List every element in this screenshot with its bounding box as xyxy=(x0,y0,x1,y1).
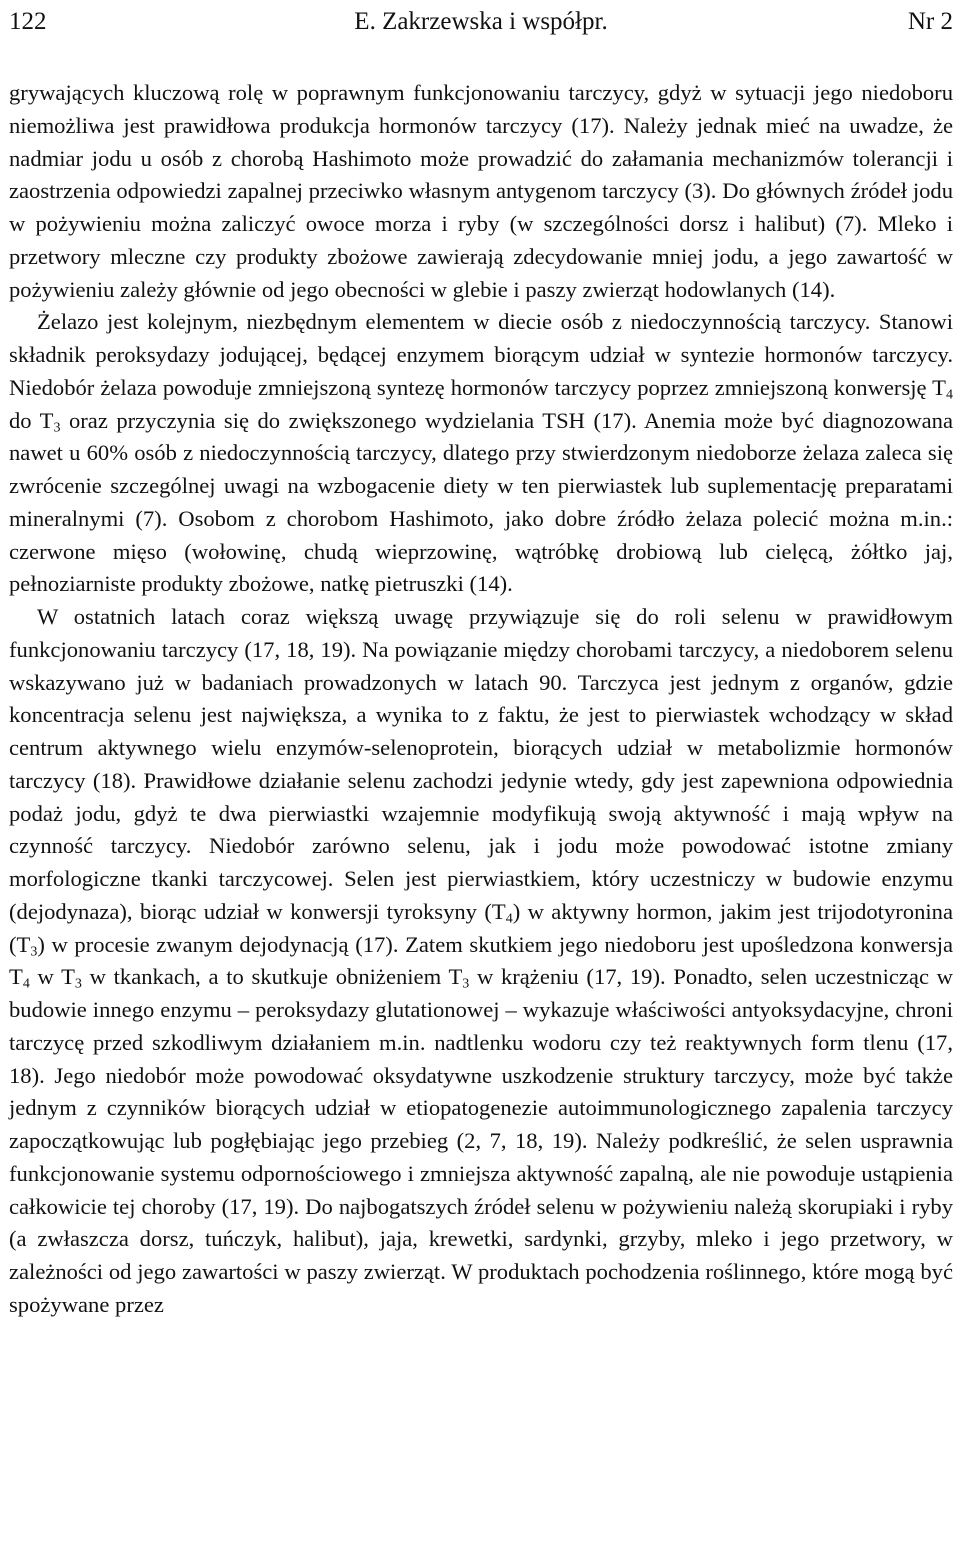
page-number: 122 xyxy=(9,8,47,35)
running-header xyxy=(9,0,953,44)
issue-number: Nr 2 xyxy=(907,8,953,35)
paragraph-iodine-continued: grywających kluczową rolę w poprawnym funkcjonowaniu tarczycy, gdyż w sytuacji jego niedoboru niemożliwa jest prawidłowa produkcja hormonów tarczycy (17). Należy jednak mieć na uwadze, że nadmiar jodu u osób z chorobą Hashimoto może prowadzić do załamania mechanizmów tolerancji i zaostrzenia odpowiedzi zapalnej przeciwko własnym antygenom tarczycy (3). Do głównych źródeł jodu w pożywieniu można zaliczyć owoce morza i ryby (w szczególności dorsz i halibut) (7). Mleko i przetwory mleczne czy produkty zbożowe zawierają zdecydowanie mniej jodu, a jego zawartość w pożywieniu zależy głównie od jego obecności w glebie i paszy zwierząt hodowlanych (14). xyxy=(9,80,953,302)
document-page xyxy=(9,0,953,1322)
paragraph-selenium: W ostatnich latach coraz większą uwagę przywiązuje się do roli selenu w prawidłowym funkcjonowaniu tarczycy (17, 18, 19). Na powiązanie między chorobami tarczycy, a niedoborem selenu wskazywano już w badaniach prowadzonych w latach 90. Tarczyca jest jednym z organów, gdzie koncentracja selenu jest największa, a wynika to z faktu, że jest to pierwiastek wchodzący w skład centrum aktywnego wielu enzymów-selenoprotein, biorących udział w metabolizmie hormonów tarczycy (18). Prawidłowe działanie selenu zachodzi jedynie wtedy, gdy jest zapewniona odpowiednia podaż jodu, gdyż te dwa pierwiastki wzajemnie modyfikują swoją aktywność i mają wpływ na czynność tarczycy. Niedobór zarówno selenu, jak i jodu może powodować istotne zmiany morfologiczne tkanki tarczycowej. Selen jest pierwiastkiem, który uczestniczy w budowie enzymu (dejodynaza), biorąc udział w konwersji tyroksyny $(T_4)$ w aktywny hormon, jakim jest trijodotyronina $(T_3)$ w procesie zwanym dejodynacją (17). Zatem skutkiem jego niedoboru jest upośledzona konwersja $T_4$ w $T_3$ w tkankach, a to skutkuje obniżeniem $T_3$ w krążeniu (17, 19). Ponadto, selen uczestnicząc w budowie innego enzymu – peroksydazy glutationowej – wykazuje właściwości antyoksydacyjne, chroni tarczycę przed szkodliwym działaniem m.in. nadtlenku wodoru czy też reaktywnych form tlenu (17, 18). Jego niedobór może powodować oksydatywne uszkodzenie struktury tarczycy, może być także jednym z czynników biorących udział w etiopatogenezie autoimmunologicznego zapalenia tarczycy zapoczątkowując lub pogłębiając jego przebieg (2, 7, 18, 19). Należy podkreślić, że selen usprawnia funkcjonowanie systemu odpornościowego i zmniejsza aktywność zapalną, ale nie powoduje ustąpienia całkowicie tej choroby (17, 19). Do najbogatszych źródeł selenu w pożywieniu należą skorupiaki i ryby (a zwłaszcza dorsz, tuńczyk, halibut), jaja, krewetki, sardynki, grzyby, mleko i jego przetwory, w zależności od jego zawartości w paszy zwierząt. W produktach pochodzenia roślinnego, które mogą być spożywane przez xyxy=(9,604,954,1317)
article-body xyxy=(9,77,953,1322)
paragraph-iron: Żelazo jest kolejnym, niezbędnym elementem w diecie osób z niedoczynnością tarczycy. Stanowi składnik peroksydazy jodującej, będącej enzymem biorącym udział w syntezie hormonów tarczycy. Niedobór żelaza powoduje zmniejszoną syntezę hormonów tarczycy poprzez zmniejszoną konwersję $T_4$ do $T_3$ oraz przyczynia się do zwiększonego wydzielania TSH (17). Anemia może być diagnozowana nawet u 60% osób z niedoczynnością tarczycy, dlatego przy stwierdzonym niedoborze żelaza zaleca się zwrócenie szczególnej uwagi na wzbogacenie diety w ten pierwiastek lub suplementację preparatami mineralnymi (7). Osobom z chorobom Hashimoto, jako dobre źródło żelaza polecić można m.in.: czerwone mięso (wołowinę, chudą wieprzowinę, wątróbkę drobiową lub cielęcą, żółtko jaj, pełnoziarniste produkty zbożowe, natkę pietruszki (14). xyxy=(9,309,953,597)
running-header-authors: E. Zakrzewska i współpr. xyxy=(354,8,608,35)
